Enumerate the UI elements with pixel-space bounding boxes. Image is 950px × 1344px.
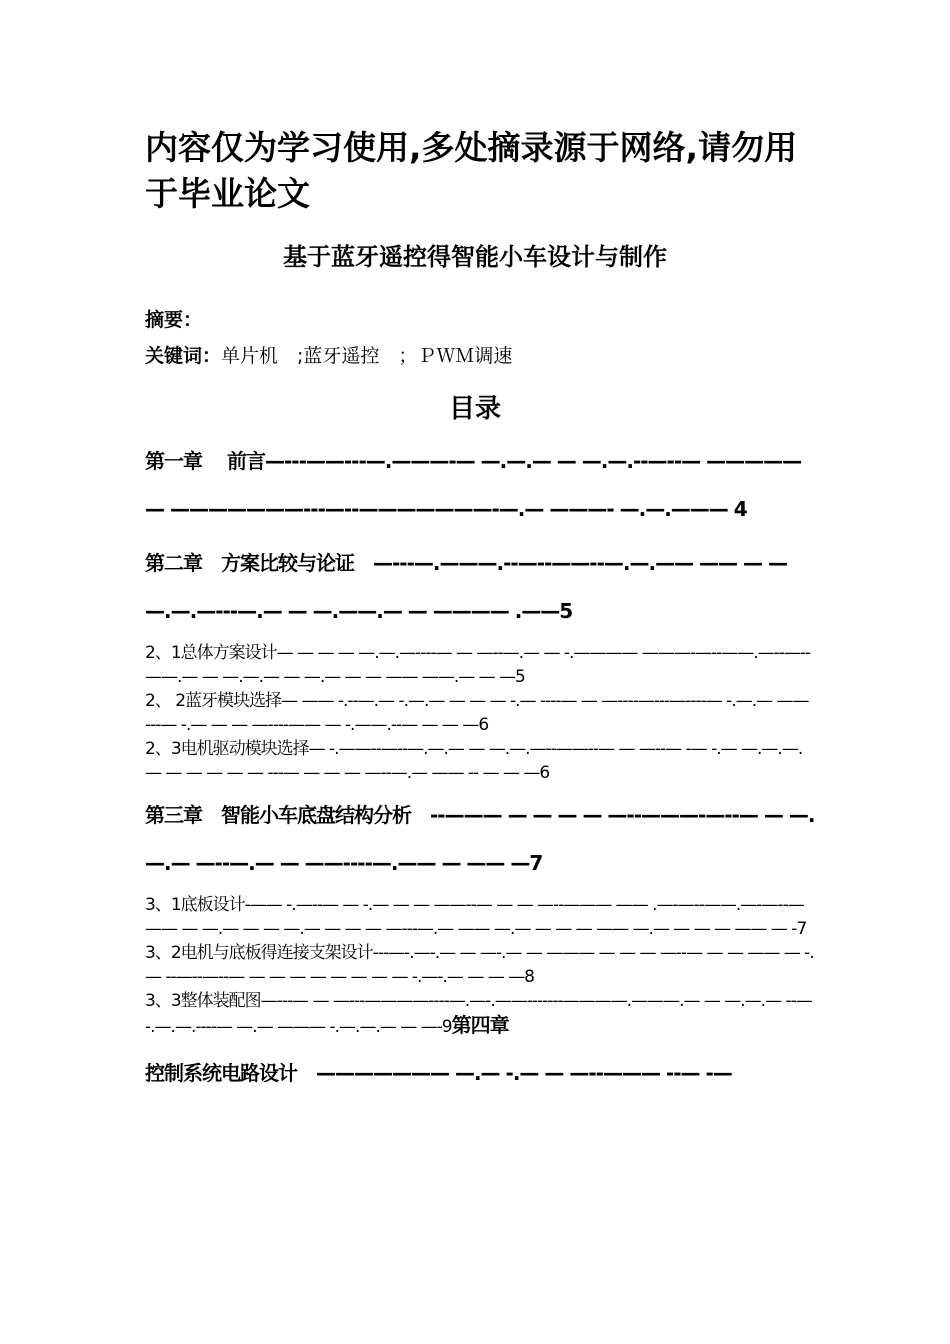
toc-chapter-4-head: 第四章 xyxy=(451,1013,509,1037)
table-of-contents xyxy=(145,437,815,1097)
notice-heading: 内容仅为学习使用,多处摘录源于网络,请勿用于毕业论文 xyxy=(145,128,798,213)
toc-chapter-2: 第二章 方案比较与论证 —---—.———.--—--——--—.—.—— —— — — —.—.—---—.— — —.——.— — ———— .——5 xyxy=(145,551,787,623)
abstract-block xyxy=(145,302,815,374)
toc-title: 目录 xyxy=(448,394,501,424)
toc-section-2-1: 2、1总体方案设计— — — — —.—.—----— — —--—.— — -.———— ———-—--——.—--—--——.— — —.—.— — —.— — — —— ——.— — —5 xyxy=(145,643,811,687)
toc-section-3-1: 3、1底板设计-—— -.—--— — -.— — — ——--— — — —--——— —— .—-—--——.—-—--— —— — —.— — — —.— — — — —---—.— —— —.— — — — —— —.— — — — —— — -7 xyxy=(145,895,807,939)
toc-chapter-3: 第三章 智能小车底盘结构分析 --——— — — — — —--———-—--— — —.—.— —--—.— — ——----—.—— — —— —7 xyxy=(145,803,815,875)
toc-chapter-1: 第一章 前言—---——---—.———-— —.—.— — —.—.--—--— ————— — ———————---—--———————-—.— ———- —.—.——— 4 xyxy=(145,449,802,521)
toc-section-3-3 xyxy=(145,989,815,1039)
keywords-value: 单片机 ;蓝牙遥控 ；ＰＷＭ调速 xyxy=(221,345,513,367)
document-page xyxy=(145,125,815,1097)
document-title: 基于蓝牙遥控得智能小车设计与制作 xyxy=(283,243,667,271)
toc-chapter-4: 控制系统电路设计 ——————— —.— -.— — —--——— --— -— xyxy=(145,1061,732,1085)
keywords-line xyxy=(145,338,815,374)
abstract-label: 摘要： xyxy=(145,309,203,331)
toc-section-2-2: 2、 2蓝牙模块选择— —— -.--—.— -.—.— — — — -.— ----— — —----—---—----— -.—.— —— ---— -.— — — —----—— — -.——.--— — — —6 xyxy=(145,691,809,735)
abstract-line xyxy=(145,302,815,338)
keywords-label: 关键词： xyxy=(145,345,222,367)
toc-section-2-3: 2、3电机驱动模块选择— -.——--—--—.—.— — —.—.—--——--— — —--— -— -.— —.—.—.— — — — — — ---— — — — —--—.— —— -- — — —6 xyxy=(145,739,803,783)
toc-section-3-3-text: 3、3整体装配图—---— — —---————----—.—-.——-------————.———.— — —.—.— --— -.—.—.----— —.— ——— -.—.—.— — —-9 xyxy=(145,991,812,1037)
toc-section-3-2: 3、2电机与底板得连接支架设计---—-.—-.— — —-.— — ——— — — — —--— — — —— — -.— --—--—--— — — — — — — — — -.—-.— — — —8 xyxy=(145,943,814,987)
